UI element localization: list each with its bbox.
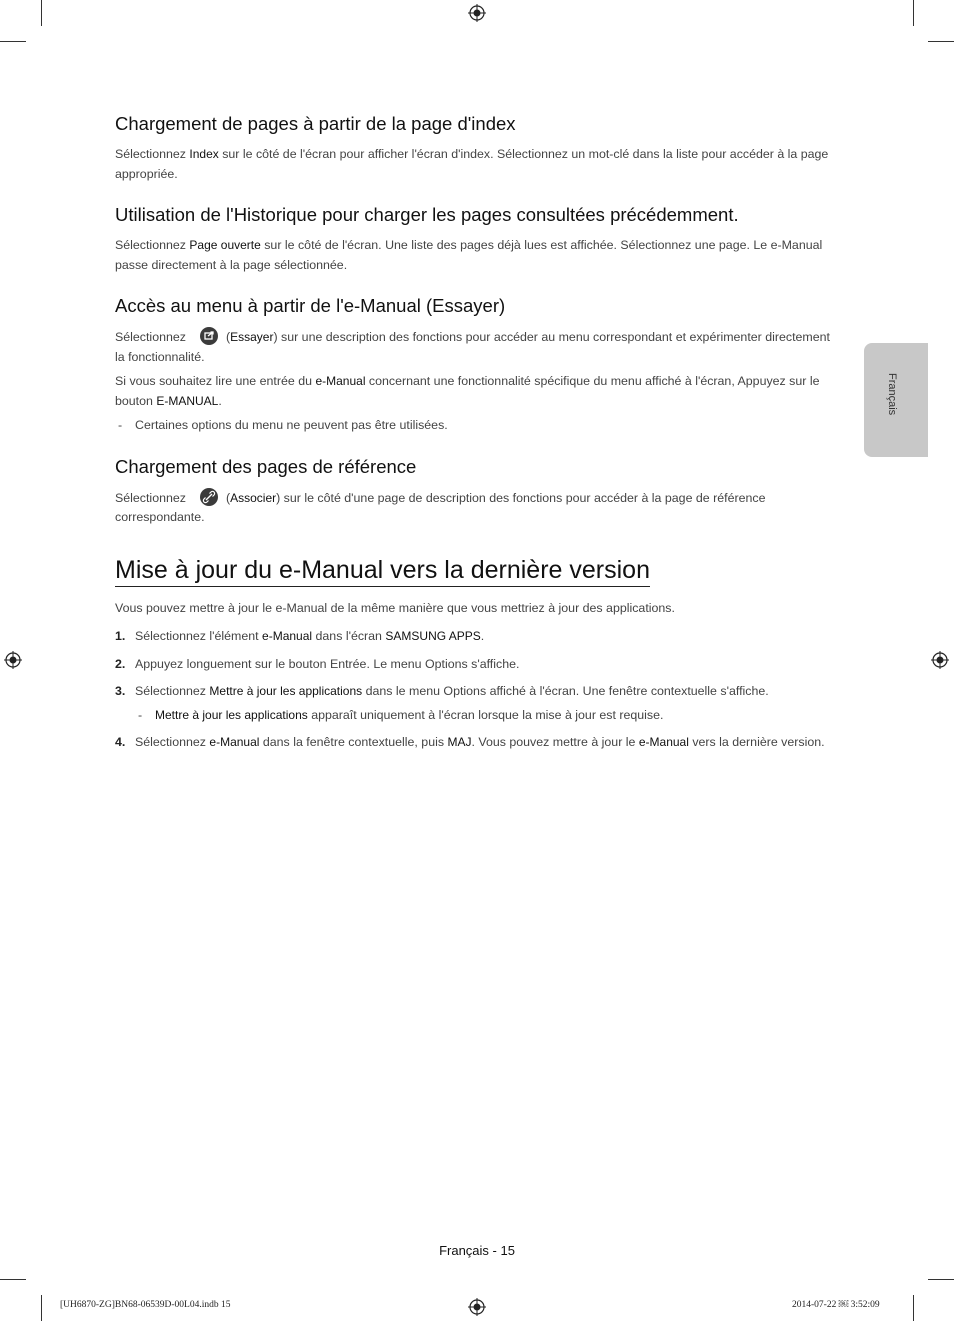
print-footer-timestamp: 2014-07-22 ￼ 3:52:09: [792, 1300, 880, 1310]
section-paragraph: Sélectionnez (Associer) sur le côté d'une page de description des fonctions pour accéder à la page de référence correspondante.: [115, 488, 835, 528]
section-heading: Utilisation de l'Historique pour charger les pages consultées précédemment.: [115, 204, 739, 225]
language-side-tab: Français: [864, 343, 928, 457]
section-paragraph: Si vous souhaitez lire une entrée du e-Manual concernant une fonctionnalité spécifique du menu affiché à l'écran, Appuyez sur le bouton E-MANUAL.: [115, 374, 820, 408]
registration-mark-icon: [468, 4, 486, 22]
section-paragraph: Sélectionnez (Essayer) sur une description des fonctions pour accéder au menu correspondant et expérimenter directement la fonctionnalité.: [115, 327, 835, 367]
note-item: - Certaines options du menu ne peuvent pas être utilisées.: [118, 418, 448, 432]
crop-mark: [928, 41, 954, 42]
crop-mark: [928, 1279, 954, 1280]
print-footer-file: [UH6870-ZG]BN68-06539D-00L04.indb 15: [60, 1300, 231, 1310]
crop-mark: [913, 0, 914, 26]
section-paragraph: Sélectionnez Index sur le côté de l'écran pour afficher l'écran d'index. Sélectionnez un mot-clé dans la liste pour accéder à la page appropriée.: [115, 147, 829, 181]
list-item: 3. Sélectionnez Mettre à jour les applications dans le menu Options affiché à l'écran. Une fenêtre contextuelle s'affiche.: [115, 684, 769, 698]
crop-mark: [0, 1279, 26, 1280]
registration-mark-icon: [931, 651, 949, 669]
intro-paragraph: Vous pouvez mettre à jour le e-Manual de la même manière que vous mettriez à jour des applications.: [115, 600, 675, 615]
section-paragraph: Sélectionnez Page ouverte sur le côté de l'écran. Une liste des pages déjà lues est affichée. Sélectionnez une page. Le e-Manual passe directement à la page sélectionnée.: [115, 238, 823, 272]
list-item: 1. Sélectionnez l'élément e-Manual dans l'écran SAMSUNG APPS.: [115, 629, 485, 643]
note-item: - Mettre à jour les applications apparaît uniquement à l'écran lorsque la mise à jour est requise.: [138, 707, 664, 722]
crop-mark: [41, 0, 42, 26]
list-item: 2. Appuyez longuement sur le bouton Entrée. Le menu Options s'affiche.: [115, 656, 520, 671]
try-now-icon: [200, 327, 218, 345]
list-item: 4. Sélectionnez e-Manual dans la fenêtre contextuelle, puis MAJ. Vous pouvez mettre à jour le e-Manual vers la dernière version.: [115, 735, 825, 749]
page-number: Français - 15: [439, 1243, 515, 1258]
registration-mark-icon: [468, 1298, 486, 1316]
registration-mark-icon: [4, 651, 22, 669]
link-icon: [200, 488, 218, 506]
crop-mark: [0, 41, 26, 42]
page-title: Mise à jour du e-Manual vers la dernière version: [115, 555, 650, 587]
crop-mark: [41, 1295, 42, 1321]
page-content: [115, 112, 835, 761]
crop-mark: [913, 1295, 914, 1321]
section-heading: Chargement de pages à partir de la page d'index: [115, 113, 516, 134]
section-heading: Chargement des pages de référence: [115, 455, 417, 477]
section-heading: Accès au menu à partir de l'e-Manual (Essayer): [115, 295, 506, 316]
